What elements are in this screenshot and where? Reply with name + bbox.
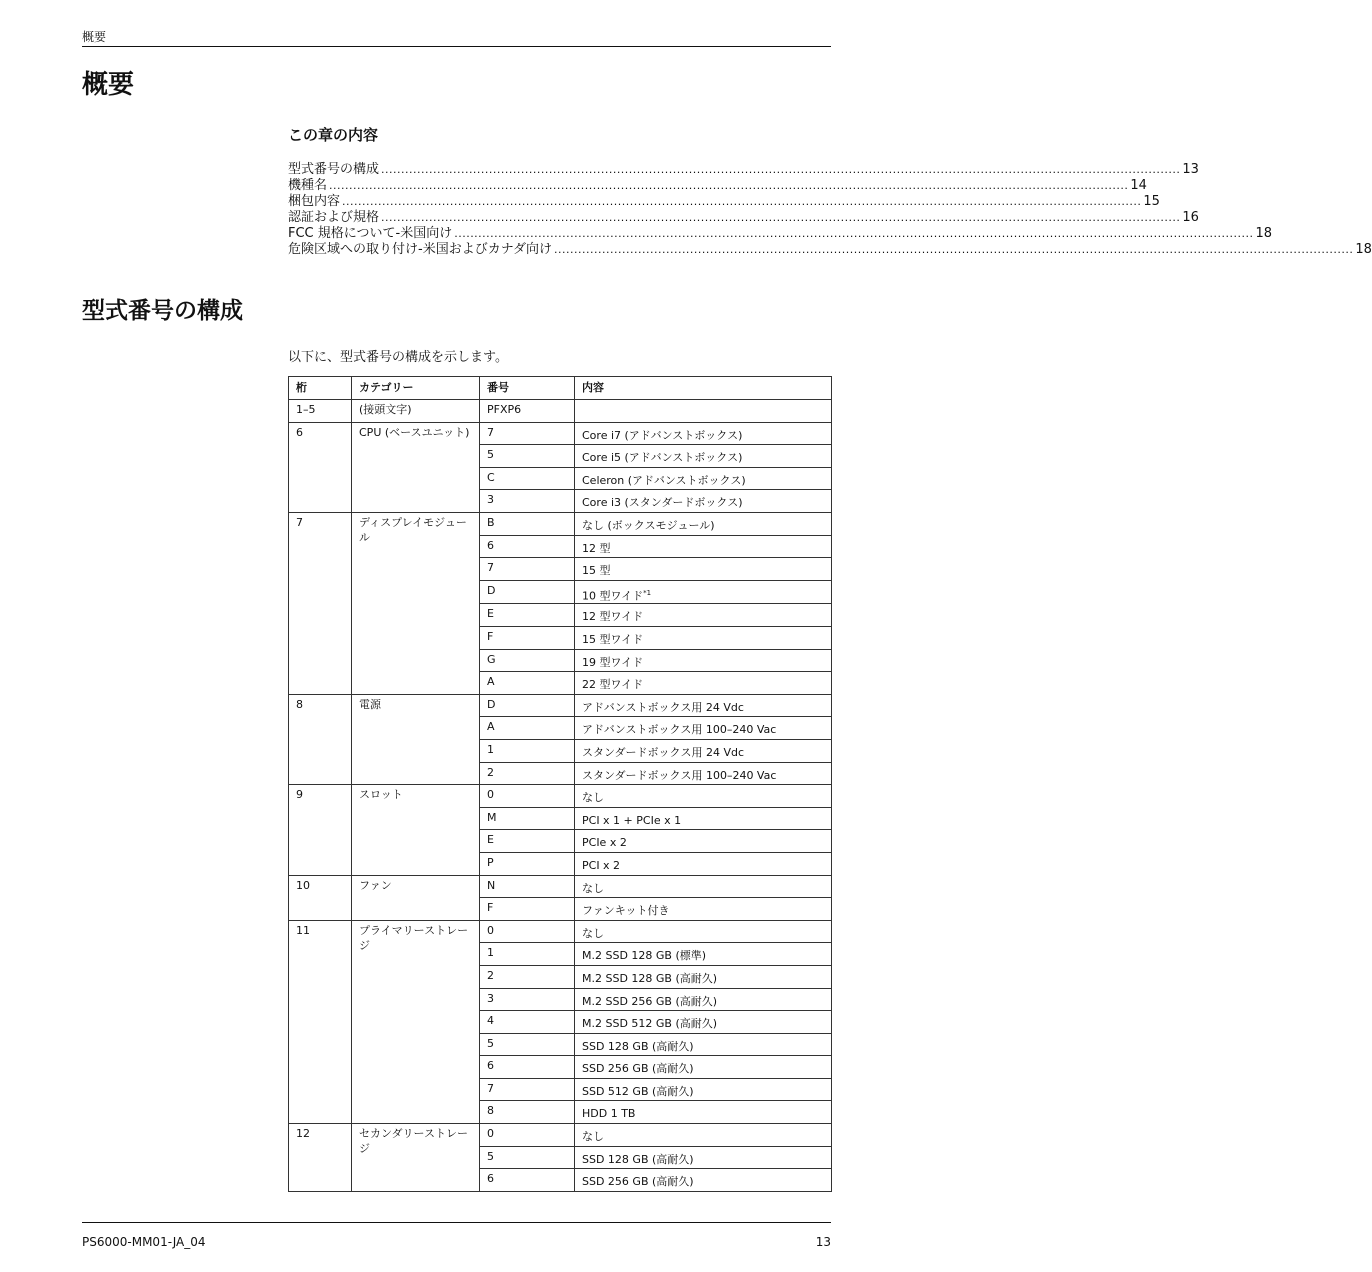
code-cell: C (480, 467, 575, 490)
description-cell (575, 988, 832, 1011)
description-cell (575, 1056, 832, 1079)
code-cell: N (480, 875, 575, 898)
description-text: アドバンストボックス用 24 Vdc (582, 700, 744, 714)
table-of-contents (288, 162, 1372, 258)
table-row (289, 785, 832, 808)
description-text: Core i7 (アドバンストボックス) (582, 428, 743, 442)
category-cell: プライマリーストレージ (352, 920, 480, 1123)
code-cell: 0 (480, 1124, 575, 1147)
toc-entry-page: 18 (1355, 242, 1372, 257)
description-text: なし (582, 1130, 604, 1144)
description-text: 22 型ワイド (582, 678, 644, 692)
table-row (289, 400, 832, 423)
code-cell: 6 (480, 535, 575, 558)
category-cell: ディスプレイモジュール (352, 512, 480, 694)
code-cell: F (480, 898, 575, 921)
description-cell (575, 852, 832, 875)
category-cell: 電源 (352, 694, 480, 784)
description-cell (575, 627, 832, 650)
toc-leader: ........................................................................................................................................................................................................ (381, 211, 1181, 224)
code-cell: 1 (480, 943, 575, 966)
code-cell: E (480, 604, 575, 627)
toc-leader: ........................................................................................................................................................................................................ (554, 243, 1354, 256)
document-id: PS6000-MM01-JA_04 (82, 1235, 206, 1249)
description-text: スタンダードボックス用 24 Vdc (582, 745, 744, 759)
section-title: 型式番号の構成 (82, 298, 243, 324)
toc-entry[interactable] (288, 162, 1199, 178)
description-text: なし (ボックスモジュール) (582, 518, 715, 532)
toc-entry-title: FCC 規格について-米国向け (288, 226, 453, 241)
description-text: アドバンストボックス用 100–240 Vac (582, 723, 777, 737)
description-cell (575, 943, 832, 966)
toc-entry-page: 18 (1255, 226, 1273, 241)
toc-entry-title: 機種名 (288, 178, 328, 193)
code-cell: 6 (480, 1169, 575, 1192)
code-cell: 2 (480, 965, 575, 988)
code-cell: 4 (480, 1011, 575, 1034)
running-head: 概要 (82, 30, 107, 44)
code-cell: 5 (480, 1146, 575, 1169)
digit-cell: 11 (289, 920, 352, 1123)
description-cell (575, 1078, 832, 1101)
intro-text: 以下に、型式番号の構成を示します。 (288, 350, 508, 365)
description-cell (575, 490, 832, 513)
digit-cell: 1–5 (289, 400, 352, 423)
code-cell: G (480, 649, 575, 672)
page-number: 13 (815, 1235, 831, 1249)
toc-entry-title: 梱包内容 (288, 194, 341, 209)
toc-entry[interactable] (288, 194, 1160, 210)
code-cell: 3 (480, 988, 575, 1011)
category-cell: スロット (352, 785, 480, 875)
description-text: スタンダードボックス用 100–240 Vac (582, 768, 777, 782)
code-cell: F (480, 627, 575, 650)
description-cell (575, 875, 832, 898)
description-text: なし (582, 926, 604, 940)
description-text: なし (582, 791, 604, 805)
code-cell: A (480, 717, 575, 740)
description-text: PCIe x 2 (582, 836, 627, 850)
description-cell (575, 1146, 832, 1169)
toc-leader: ........................................................................................................................................................................................................ (454, 227, 1254, 240)
description-cell (575, 512, 832, 535)
header-code: 番号 (480, 377, 575, 400)
description-text: M.2 SSD 128 GB (高耐久) (582, 971, 718, 985)
category-cell: セカンダリーストレージ (352, 1124, 480, 1192)
code-cell: D (480, 580, 575, 604)
description-text: HDD 1 TB (582, 1107, 636, 1121)
description-cell (575, 898, 832, 921)
description-text: M.2 SSD 128 GB (標準) (582, 949, 707, 963)
description-text: PCI x 2 (582, 858, 621, 872)
description-text: なし (582, 881, 604, 895)
code-cell: 7 (480, 1078, 575, 1101)
description-cell (575, 762, 832, 785)
toc-entry[interactable] (288, 210, 1199, 226)
description-cell (575, 535, 832, 558)
model-number-table (288, 376, 832, 1192)
description-cell (575, 694, 832, 717)
code-cell: 5 (480, 1033, 575, 1056)
toc-entry[interactable] (288, 178, 1147, 194)
category-cell: (接頭文字) (352, 400, 480, 423)
description-text: SSD 128 GB (高耐久) (582, 1152, 694, 1166)
toc-entry-title: 危険区域への取り付け-米国およびカナダ向け (288, 242, 553, 257)
description-cell (575, 920, 832, 943)
code-cell: 2 (480, 762, 575, 785)
description-text: 12 型 (582, 541, 611, 555)
category-cell: ファン (352, 875, 480, 920)
table-row (289, 920, 832, 943)
digit-cell: 10 (289, 875, 352, 920)
description-text: SSD 256 GB (高耐久) (582, 1175, 694, 1189)
header-rule (82, 46, 831, 47)
digit-cell: 8 (289, 694, 352, 784)
toc-entry-page: 16 (1182, 210, 1199, 225)
description-text: Core i5 (アドバンストボックス) (582, 451, 743, 465)
header-category: カテゴリー (352, 377, 480, 400)
description-text: SSD 256 GB (高耐久) (582, 1062, 694, 1076)
code-cell: 8 (480, 1101, 575, 1124)
description-text: SSD 512 GB (高耐久) (582, 1084, 694, 1098)
description-cell (575, 830, 832, 853)
description-cell (575, 580, 832, 604)
code-cell: 5 (480, 445, 575, 468)
toc-leader: ........................................................................................................................................................................................................ (381, 163, 1181, 176)
description-text: PCI x 1 + PCIe x 1 (582, 813, 682, 827)
toc-entry-page: 13 (1182, 162, 1199, 177)
chapter-title: 概要 (82, 70, 135, 100)
code-cell: PFXP6 (480, 400, 575, 423)
description-cell (575, 467, 832, 490)
description-cell (575, 1033, 832, 1056)
toc-heading: この章の内容 (288, 126, 379, 144)
code-cell: B (480, 512, 575, 535)
header-digit: 桁 (289, 377, 352, 400)
description-cell (575, 1124, 832, 1147)
code-cell: 0 (480, 920, 575, 943)
description-text: 15 型ワイド (582, 633, 644, 646)
description-cell (575, 785, 832, 808)
footnote-marker: *1 (643, 588, 652, 597)
code-cell: 3 (480, 490, 575, 513)
table-row (289, 422, 832, 445)
toc-leader: ........................................................................................................................................................................................................ (342, 195, 1142, 208)
toc-entry-page: 14 (1130, 178, 1147, 193)
description-text: 10 型ワイド (582, 589, 644, 603)
code-cell: A (480, 672, 575, 695)
category-cell: CPU (ベースユニット) (352, 422, 480, 512)
description-cell (575, 1011, 832, 1034)
code-cell: 1 (480, 739, 575, 762)
description-cell (575, 445, 832, 468)
digit-cell: 9 (289, 785, 352, 875)
table-row (289, 512, 832, 535)
table-row (289, 875, 832, 898)
code-cell: M (480, 807, 575, 830)
footer-rule (82, 1222, 831, 1223)
toc-entry-title: 認証および規格 (288, 210, 380, 225)
description-cell (575, 604, 832, 627)
code-cell: E (480, 830, 575, 853)
description-text: ファンキット付き (582, 904, 670, 918)
description-text: 15 型 (582, 564, 611, 578)
description-cell (575, 672, 832, 695)
description-cell (575, 807, 832, 830)
code-cell: 7 (480, 422, 575, 445)
header-description: 内容 (575, 377, 832, 400)
toc-entry-page: 15 (1143, 194, 1160, 209)
description-cell (575, 739, 832, 762)
toc-entry[interactable] (288, 242, 1372, 258)
description-text: M.2 SSD 256 GB (高耐久) (582, 994, 718, 1008)
description-text: 19 型ワイド (582, 655, 644, 669)
description-text: 12 型ワイド (582, 610, 644, 624)
code-cell: 7 (480, 558, 575, 581)
digit-cell: 7 (289, 512, 352, 694)
description-cell (575, 649, 832, 672)
description-cell (575, 558, 832, 581)
table-row (289, 1124, 832, 1147)
toc-leader: ........................................................................................................................................................................................................ (329, 179, 1129, 192)
description-text: SSD 128 GB (高耐久) (582, 1039, 694, 1053)
description-text: M.2 SSD 512 GB (高耐久) (582, 1017, 718, 1031)
toc-entry[interactable] (288, 226, 1273, 242)
code-cell: P (480, 852, 575, 875)
description-text: Celeron (アドバンストボックス) (582, 473, 746, 487)
description-cell (575, 717, 832, 740)
code-cell: D (480, 694, 575, 717)
table-body (289, 400, 832, 1192)
description-cell (575, 965, 832, 988)
toc-entry-title: 型式番号の構成 (288, 162, 380, 177)
code-cell: 6 (480, 1056, 575, 1079)
table-header-row (289, 377, 832, 400)
description-text: Core i3 (スタンダードボックス) (582, 496, 743, 510)
description-cell (575, 1101, 832, 1124)
digit-cell: 12 (289, 1124, 352, 1192)
digit-cell: 6 (289, 422, 352, 512)
table-row (289, 694, 832, 717)
description-cell (575, 400, 832, 423)
code-cell: 0 (480, 785, 575, 808)
description-cell (575, 422, 832, 445)
description-cell (575, 1169, 832, 1192)
